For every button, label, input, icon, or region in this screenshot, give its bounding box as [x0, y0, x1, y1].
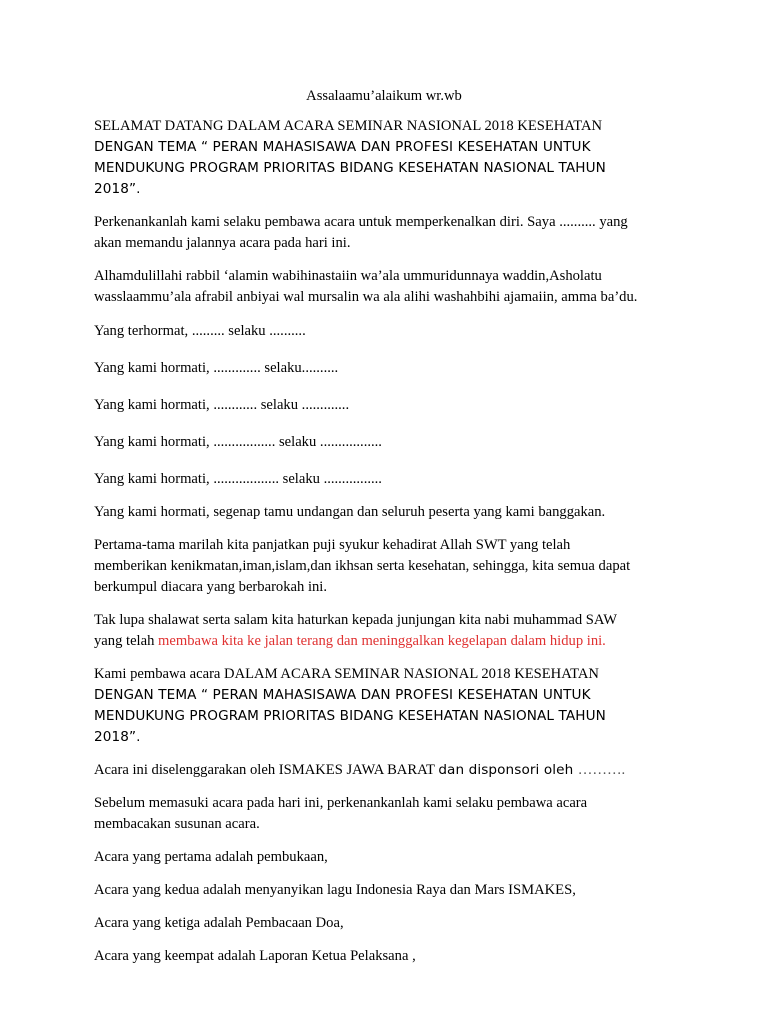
gratitude-line: memberikan kenikmatan,iman,islam,dan ikhsan serta kesehatan, sehingga, kita semua dapat [94, 558, 631, 574]
intro-paragraph [94, 212, 674, 254]
prayer-paragraph [94, 266, 674, 308]
host-line: 2018”. [94, 729, 141, 745]
gratitude-line: Pertama-tama marilah kita panjatkan puji syukur kehadirat Allah SWT yang telah [94, 537, 571, 553]
before-paragraph [94, 793, 674, 835]
greeting: Assalaamu’alaikum wr.wb [306, 88, 462, 104]
welcome-line: MENDUKUNG PROGRAM PRIORITAS BIDANG KESEHATAN NASIONAL TAHUN [94, 160, 606, 176]
guests-line: Yang kami hormati, segenap tamu undangan dan seluruh peserta yang kami banggakan. [94, 504, 606, 520]
agenda-item: Acara yang pertama adalah pembukaan, [94, 849, 328, 865]
shalawat-line: Tak lupa shalawat serta salam kita haturkan kepada junjungan kita nabi muhammad SAW [94, 612, 618, 628]
shalawat-prefix: yang telah [94, 633, 159, 649]
shalawat-line [94, 631, 674, 652]
organizer-dots: ………. [577, 762, 626, 778]
shalawat-paragraph [94, 610, 674, 652]
host-line: MENDUKUNG PROGRAM PRIORITAS BIDANG KESEHATAN NASIONAL TAHUN [94, 708, 606, 724]
agenda-list [94, 847, 674, 967]
respected-list [94, 321, 674, 490]
respected-line: Yang terhormat, ......... selaku .......... [94, 323, 306, 339]
host-paragraph [94, 664, 674, 748]
before-line: membacakan susunan acara. [94, 816, 260, 832]
welcome-paragraph [94, 116, 674, 200]
shalawat-highlight: membawa kita ke jalan terang dan meninggalkan kegelapan dalam hidup ini. [158, 633, 606, 649]
respected-line: Yang kami hormati, ............. selaku.......... [94, 360, 339, 376]
respected-line: Yang kami hormati, ............ selaku ............. [94, 397, 350, 413]
agenda-item: Acara yang kedua adalah menyanyikan lagu Indonesia Raya dan Mars ISMAKES, [94, 882, 576, 898]
welcome-line: DENGAN TEMA “ PERAN MAHASISAWA DAN PROFESI KESEHATAN UNTUK [94, 139, 591, 155]
host-line: Kami pembawa acara DALAM ACARA SEMINAR NASIONAL 2018 KESEHATAN [94, 666, 599, 682]
prayer-line: wasslaammu’ala afrabil anbiyai wal mursalin wa ala alihi washahbihi ajamaiin, amma ba’du. [94, 289, 638, 305]
before-line: Sebelum memasuki acara pada hari ini, perkenankanlah kami selaku pembawa acara [94, 795, 588, 811]
agenda-item: Acara yang keempat adalah Laporan Ketua Pelaksana , [94, 948, 416, 964]
organizer-line [94, 760, 674, 781]
welcome-line: SELAMAT DATANG DALAM ACARA SEMINAR NASIONAL 2018 KESEHATAN [94, 118, 603, 134]
host-line: DENGAN TEMA “ PERAN MAHASISAWA DAN PROFESI KESEHATAN UNTUK [94, 687, 591, 703]
respected-line: Yang kami hormati, ................. selaku ................. [94, 434, 382, 450]
document-page [94, 86, 674, 967]
welcome-line: 2018”. [94, 181, 141, 197]
intro-line: Perkenankanlah kami selaku pembawa acara untuk memperkenalkan diri. Saya .......... yang [94, 214, 628, 230]
gratitude-line: berkumpul diacara yang berbarokah ini. [94, 579, 328, 595]
organizer-prefix: Acara ini diselenggarakan oleh ISMAKES JAWA BARAT [94, 762, 439, 778]
respected-line: Yang kami hormati, .................. selaku ................ [94, 471, 382, 487]
agenda-item: Acara yang ketiga adalah Pembacaan Doa, [94, 915, 344, 931]
gratitude-paragraph [94, 535, 674, 598]
prayer-line: Alhamdulillahi rabbil ‘alamin wabihinastaiin wa’ala ummuridunnaya waddin,Asholatu [94, 268, 602, 284]
organizer-suffix: dan disponsori oleh [438, 762, 578, 778]
intro-line: akan memandu jalannya acara pada hari ini. [94, 235, 351, 251]
